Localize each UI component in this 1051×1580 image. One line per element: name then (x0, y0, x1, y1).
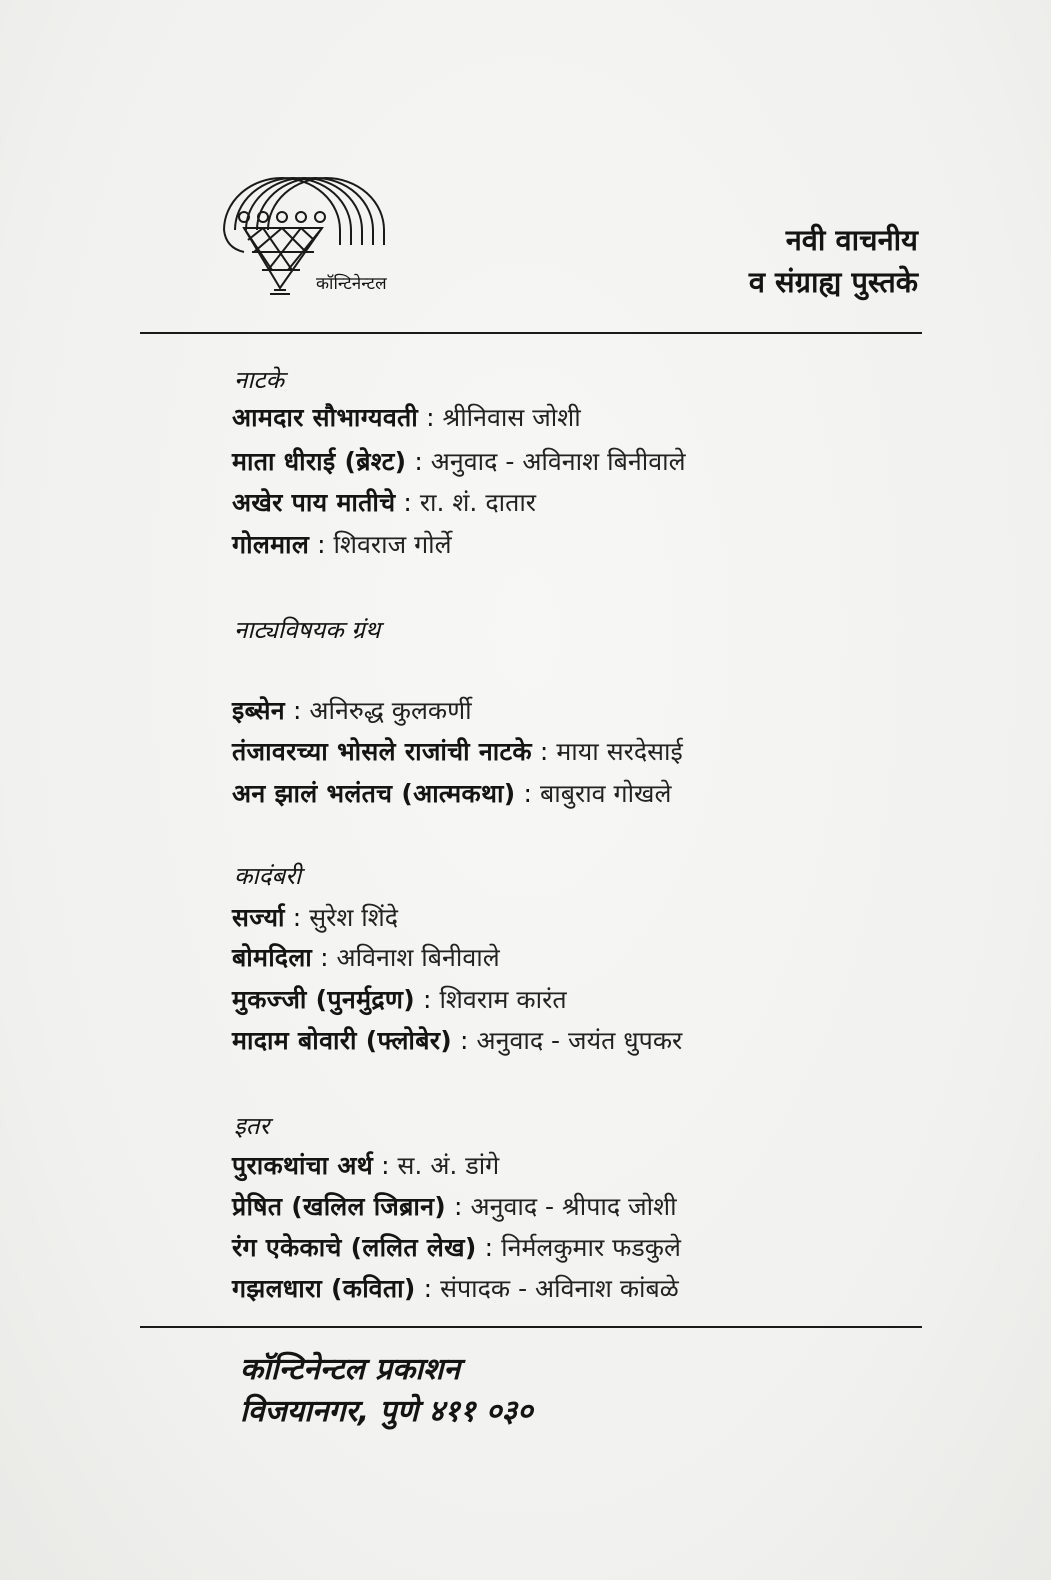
separator: : (414, 447, 423, 476)
separator: : (539, 737, 549, 766)
book-title: आमदार सौभाग्यवती (232, 403, 419, 432)
section-heading: इतर (234, 1112, 270, 1140)
section-heading: नाटके (234, 366, 285, 394)
book-title: माता धीराई (ब्रेश्ट) (232, 447, 407, 476)
separator: : (523, 779, 532, 808)
list-item (232, 1271, 679, 1307)
separator: : (292, 696, 302, 725)
book-title: बोमदिला (232, 943, 313, 972)
book-author: माया सरदेसाई (556, 737, 683, 766)
bottom-divider (140, 1326, 922, 1328)
book-author: बाबुराव गोखले (539, 779, 672, 808)
book-author: अनुवाद - श्रीपाद जोशी (470, 1192, 677, 1221)
book-author: अविनाश बिनीवाले (336, 943, 500, 972)
book-title: मुकज्जी (पुनर्मुद्रण) (232, 985, 416, 1014)
separator: : (381, 1151, 390, 1180)
list-item (232, 444, 686, 480)
separator: : (317, 530, 326, 559)
list-item (232, 693, 472, 729)
book-author: अनिरुद्ध कुलकर्णी (309, 696, 472, 725)
book-title: प्रेषित (खलिल जिब्रान) (232, 1192, 447, 1221)
list-item (232, 734, 683, 770)
book-author: सुरेश शिंदे (309, 903, 399, 932)
header-line-2: व संग्राह्य पुस्तके (748, 265, 918, 299)
list-item (232, 900, 398, 936)
book-author: स. अं. डांगे (397, 1151, 500, 1180)
separator: : (423, 985, 432, 1014)
list-item (232, 1230, 681, 1266)
book-title: मादाम बोवारी (फ्लोबेर) (232, 1026, 453, 1055)
book-title: अन झालं भलंतच (आत्मकथा) (232, 779, 516, 808)
separator: : (320, 943, 329, 972)
book-title: रंग एकेकाचे (ललित लेख) (232, 1233, 477, 1262)
header-line-1: नवी वाचनीय (785, 223, 918, 257)
list-item (232, 527, 452, 563)
book-title: गोलमाल (232, 530, 310, 559)
book-author: शिवराम कारंत (439, 985, 567, 1014)
book-title: तंजावरच्या भोसले राजांची नाटके (232, 737, 532, 766)
separator: : (460, 1026, 469, 1055)
logo-lettering: कॉन्टिनेन्टल (316, 274, 387, 294)
section-heading: नाट्यविषयक ग्रंथ (234, 616, 381, 644)
publisher-address: विजयानगर, पुणे ४११ ०३० (240, 1394, 533, 1429)
separator: : (454, 1192, 463, 1221)
book-title: इब्सेन (232, 696, 285, 725)
separator: : (423, 1274, 433, 1303)
separator: : (426, 403, 435, 432)
book-author: रा. शं. दातार (419, 488, 537, 517)
separator: : (403, 488, 412, 517)
publisher-name: कॉन्टिनेन्टल प्रकाशन (240, 1352, 461, 1387)
list-item (232, 485, 536, 521)
separator: : (292, 903, 302, 932)
section-heading: कादंबरी (234, 862, 302, 890)
book-title: पुराकथांचा अर्थ (232, 1151, 374, 1180)
book-author: संपादक - अविनाश कांबळे (440, 1274, 679, 1303)
list-item (232, 940, 500, 976)
book-author: अनुवाद - जयंत धुपकर (476, 1026, 683, 1055)
book-title: अखेर पाय मातीचे (232, 488, 396, 517)
top-divider (140, 332, 922, 334)
book-author: निर्मलकुमार फडकुले (501, 1233, 681, 1262)
list-item (232, 1023, 682, 1059)
book-author: शिवराज गोर्ले (333, 530, 452, 559)
list-item (232, 1148, 499, 1184)
separator: : (484, 1233, 494, 1262)
list-item (232, 776, 671, 812)
book-author: अनुवाद - अविनाश बिनीवाले (430, 447, 686, 476)
book-author: श्रीनिवास जोशी (442, 403, 581, 432)
list-item (232, 982, 567, 1018)
list-item (232, 1189, 677, 1225)
list-item (232, 400, 581, 436)
book-title: सर्ज्या (232, 903, 285, 932)
book-title: गझलधारा (कविता) (232, 1274, 416, 1303)
